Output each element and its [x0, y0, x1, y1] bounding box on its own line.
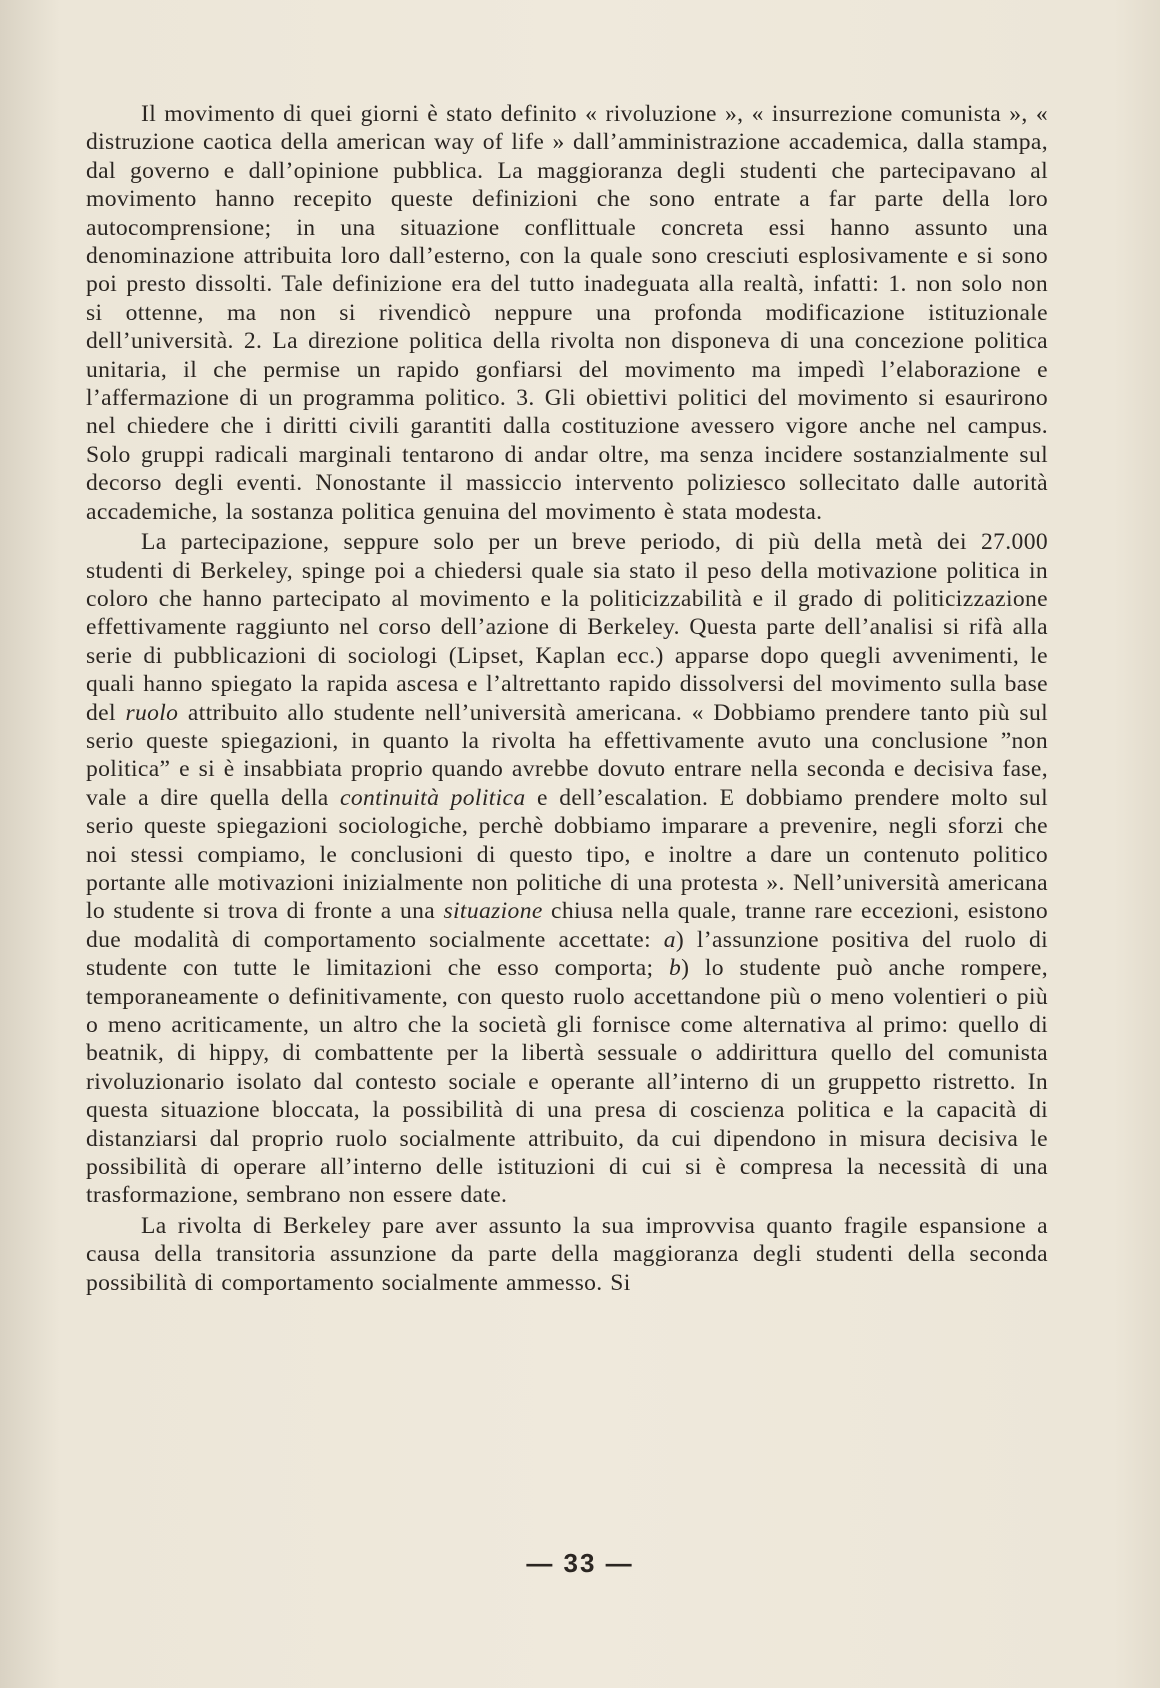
italic-b: b: [668, 955, 682, 982]
paragraph-3: [86, 1212, 1048, 1297]
italic-ruolo: ruolo: [125, 699, 179, 726]
paragraph-2-text-d: chiusa nella quale, tranne rare eccezioni, esistono due modalità di comportamento socialmente accettate:: [86, 898, 1049, 953]
paragraph-2-text-a: La partecipazione, seppure solo per un breve periodo, di più della metà dei 27.000 studenti di Berkeley, spinge poi a chiedersi quale sia stato il peso della motivazione politica in coloro che hanno partecipato al movimento e la politicizzabilità e il grado di politicizzazione effettivamente raggiunto nel corso dell’azione di Berkeley. Questa parte dell’analisi si rifà alla serie di pubblicazioni di sociologi (Lipset, Kaplan ecc.) apparse dopo quegli avvenimenti, le quali hanno spiegato la rapida ascesa e l’altrettanto rapido dissolversi del movimento sulla base del: [86, 529, 1048, 726]
paragraph-2-text-e: ) l’assunzione positiva del ruolo di studente con tutte le limitazioni che esso comporta;: [86, 926, 1048, 982]
paragraph-3-text: La rivolta di Berkeley pare aver assunto la sua improvvisa quanto fragile espansione a causa della transitoria assunzione da parte della maggioranza degli studenti della seconda possibilità di comportamento socialmente ammesso. Si: [86, 1212, 1048, 1296]
italic-situazione: situazione: [443, 898, 543, 925]
body-text: [86, 100, 1048, 1297]
paragraph-2: [86, 528, 1048, 1210]
page-number: — 33 —: [526, 1548, 634, 1578]
italic-a: a: [663, 926, 676, 953]
paragraph-2-text-b: attribuito allo studente nell’università americana. « Dobbiamo prendere tanto più sul serio queste spiegazioni, in quanto la rivolta ha effettivamente avuto una conclusione ”non politica” e si è insabbiata proprio quando avrebbe dovuto entrare nella seconda e decisiva fase, vale a dire quella della: [86, 699, 1049, 811]
italic-continuita-politica: continuità politica: [340, 784, 526, 811]
paragraph-1: [86, 100, 1048, 526]
paragraph-1-text: Il movimento di quei giorni è stato definito « rivoluzione », « insurrezione comunista », « distruzione caotica della american way of life » dall’amministrazione accademica, dalla stampa, dal governo e dall’opinione pubblica. La maggioranza degli studenti che partecipavano al movimento hanno recepito queste definizioni che sono entrate a far parte della loro autocomprensione; in una situazione conflittuale concreta essi hanno assunto una denominazione attribuita loro dall’esterno, con la quale sono cresciuti esplosivamente e si sono poi presto dissolti. Tale definizione era del tutto inadeguata alla realtà, infatti: 1. non solo non si ottenne, ma non si rivendicò neppure una profonda modificazione istituzionale dell’università. 2. La direzione politica della rivolta non disponeva di una concezione politica unitaria, il che permise un rapido gonfiarsi del movimento ma impedì l’elaborazione e l’affermazione di un programma politico. 3. Gli obiettivi politici del movimento si esaurirono nel chiedere che i diritti civili garantiti dalla costituzione avessero vigore anche nel campus. Solo gruppi radicali marginali tentarono di andar oltre, ma senza incidere sostanzialmente sul decorso degli eventi. Nonostante il massiccio intervento poliziesco sollecitato dalle autorità accademiche, la sostanza politica genuina del movimento è stata modesta.: [86, 101, 1048, 525]
paragraph-2-text-f: ) lo studente può anche rompere, temporaneamente o definitivamente, con questo ruolo accettandone più o meno volentieri o più o meno acriticamente, un altro che la società gli fornisce come alternativa al primo: quello di beatnik, di hippy, di combattente per la libertà sessuale o addirittura quello del comunista rivoluzionario isolato dal contesto sociale e operante all’interno di un gruppetto ristretto. In questa situazione bloccata, la possibilità di una presa di coscienza politica e la capacità di distanziarsi dal proprio ruolo socialmente attribuito, da cui dipendono in misura decisiva le possibilità di operare all’interno delle istituzioni di cui si è compresa la necessità di una trasformazione, sembrano non essere date.: [86, 955, 1049, 1209]
paragraph-2-text-c: e dell’escalation. E dobbiamo prendere molto sul serio queste spiegazioni sociologiche, perchè dobbiamo imparare a prevenire, negli sforzi che noi stessi compiamo, le conclusioni di questo tipo, e inoltre a dare un contenuto politico portante alle motivazioni inizialmente non politiche di una protesta ». Nell’università americana lo studente si trova di fronte a una: [86, 784, 1048, 925]
